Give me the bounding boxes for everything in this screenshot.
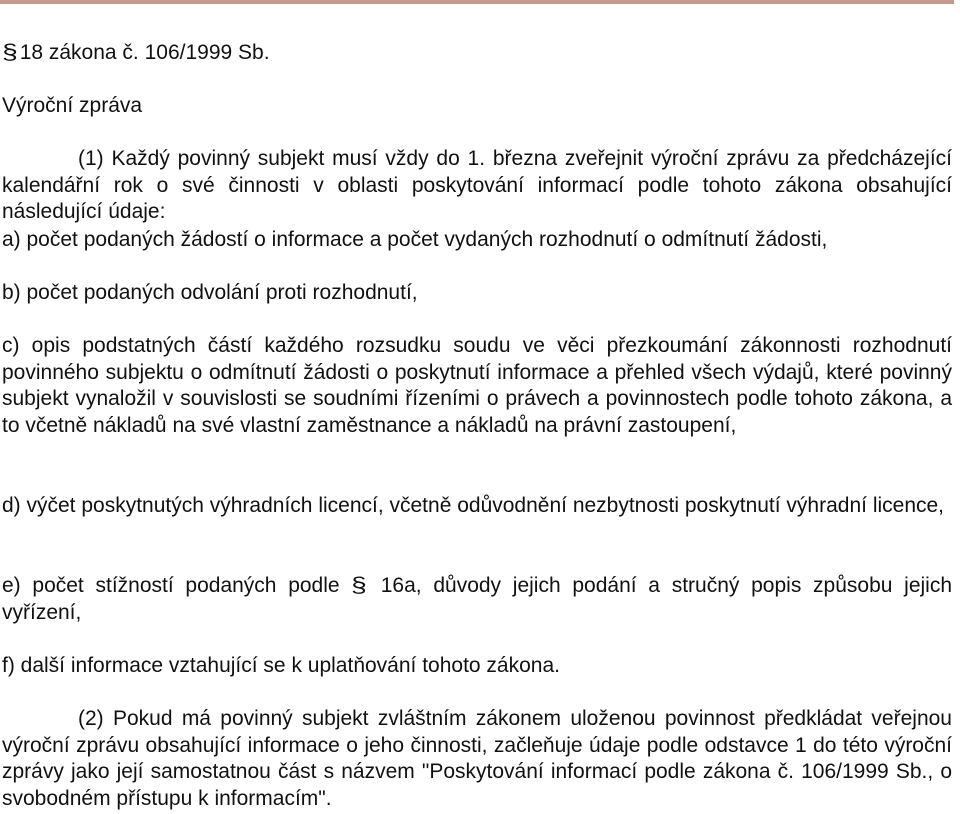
document-title: Výroční zpráva [2, 94, 143, 117]
section-sign: § [2, 41, 18, 64]
list-item-d: d) výčet poskytnutých výhradních licencí, včetně odůvodnění nezbytnosti poskytnutí výhradní licence, [2, 494, 945, 517]
paragraph-2: (2) Pokud má povinný subjekt zvláštním zákonem uloženou povinnost předkládat veřejnou výroční zprávu obsahující informace o jeho činnosti, začleňuje údaje podle odstavce 1 do této výroční zprávy jako její samostatnou část s názvem "Poskytování informací podle zákona č. 106/1999 Sb., o svobodném přístupu k informacím". [2, 707, 952, 811]
section-heading [2, 40, 270, 66]
law-reference: 18 zákona č. 106/1999 Sb. [19, 41, 270, 64]
list-item-f: f) další informace vztahující se k uplatňování tohoto zákona. [2, 654, 560, 677]
paragraph-1-intro: (1) Každý povinný subjekt musí vždy do 1. března zveřejnit výroční zprávu za předcházející kalendářní rok o své činnosti v oblasti poskytování informací podle tohoto zákona obsahující následující údaje: [2, 147, 952, 224]
top-border-rule [0, 0, 954, 4]
section-sign-inline: § [351, 574, 368, 597]
list-item-b: b) počet podaných odvolání proti rozhodnutí, [2, 281, 418, 304]
list-item-a: a) počet podaných žádostí o informace a počet vydaných rozhodnutí o odmítnutí žádosti, [2, 228, 828, 251]
list-item-e [2, 573, 952, 626]
list-item-c: c) opis podstatných částí každého rozsudku soudu ve věci přezkoumání zákonnosti rozhodnutí povinného subjektu o odmítnutí žádosti o poskytnutí informace a přehled všech výdajů, které povinný subjekt vynaložil v souvislosti se soudními řízeními o právech a povinnostech podle tohoto zákona, a to včetně nákladů na své vlastní zaměstnance a nákladů na právní zastoupení, [2, 334, 952, 438]
list-item-e-before: e) počet stížností podaných podle [2, 574, 340, 597]
list-item-e-after: 16a, důvody jejich podání a stručný popis způsobu jejich vyřízení, [2, 574, 953, 624]
